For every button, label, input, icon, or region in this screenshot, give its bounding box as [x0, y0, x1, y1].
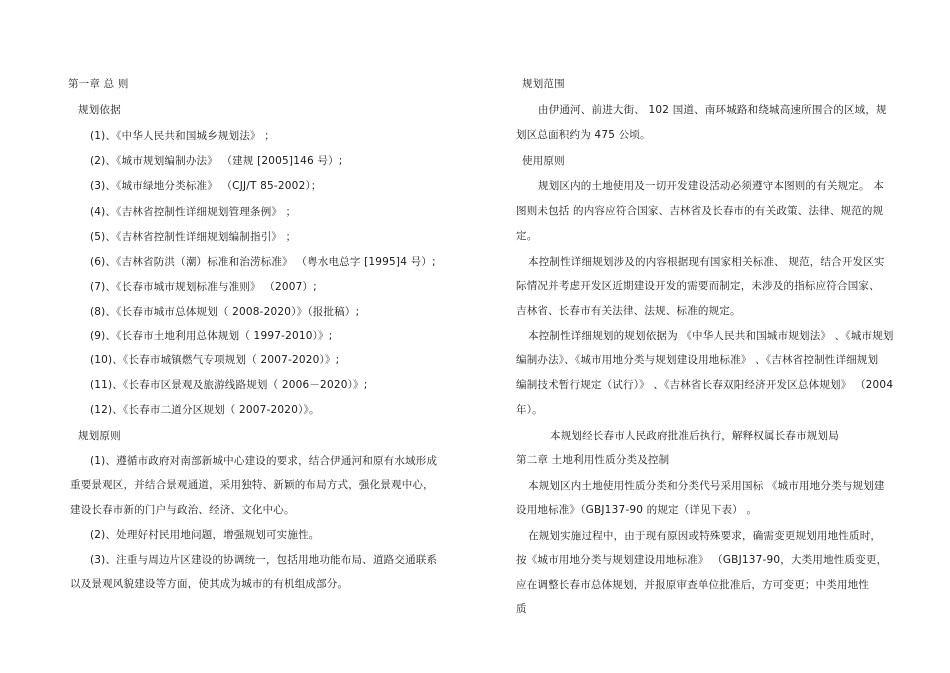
body-line: 设用地标准》（GBJ137-90 的规定（详见下表） 。	[516, 504, 758, 516]
basis-item: (9)、《长春市土地利用总体规划（ 1997-2010）》;	[90, 330, 333, 342]
body-line: 编制办法》、《城市用地分类与规划建设用地标准》 、《吉林省控制性详细规划	[516, 354, 879, 366]
body-line: 定。	[516, 230, 538, 242]
principle-line: 建设长春市新的门户与政治、经济、文化中心。	[70, 504, 295, 516]
body-line: 编制技术暂行规定（试行）》 、《吉林省长春双阳经济开发区总体规划》 （2004	[516, 379, 894, 391]
basis-item: (4)、《吉林省控制性详细规划管理条例》 ；	[90, 206, 297, 218]
basis-item: (7)、《长春市城市规划标准与准则》 （2007）;	[90, 281, 317, 293]
body-line: 由伊通河、前进大街、 102 国道、南环城路和绕城高速所围合的区域，规	[538, 104, 887, 116]
section-heading-basis: 规划依据	[78, 104, 121, 116]
section-heading-usage: 使用原则	[522, 155, 565, 167]
body-line: 质	[516, 603, 527, 615]
basis-item: (12)、《长春市二道分区规划（ 2007-2020）》。	[90, 404, 320, 416]
chapter-title: 第一章 总 则	[68, 78, 129, 90]
body-line: 本控制性详细规划涉及的内容根据现有国家相关标准、 规范，结合开发区实	[528, 256, 885, 268]
section-heading-scope: 规划范围	[522, 78, 565, 90]
basis-item: (11)、《长春市区景观及旅游线路规划（ 2006－2020）》;	[90, 379, 368, 391]
body-line: 在规划实施过程中，由于现有原因或特殊要求，确需变更规划用地性质时，	[528, 530, 882, 542]
body-line: 年）。	[516, 404, 543, 416]
principle-line: (2)、处理好村民用地问题，增强规划可实施性。	[90, 529, 320, 541]
basis-item: (1)、《中华人民共和国城乡规划法》 ；	[90, 130, 275, 142]
basis-item: (2)、《城市规划编制办法》 （建规 [2005]146 号）;	[90, 155, 343, 167]
chapter-title-2: 第二章 土地利用性质分类及控制	[516, 454, 670, 466]
body-line: 应在调整长春市总体规划，并报原审查单位批准后，方可变更；中类用地性	[516, 579, 870, 591]
basis-item: (10)、《长春市城镇燃气专项规划（ 2007-2020）》;	[90, 354, 340, 366]
body-line: 按《城市用地分类与规划建设用地标准》 （GBJ137-90，大类用地性质变更，	[516, 554, 888, 566]
body-line: 本控制性详细规划的规划依据为 《中华人民共和国城市规划法》 、《城市规划	[528, 330, 894, 342]
body-line: 际情况并考虑开发区近期建设开发的需要而制定，未涉及的指标应符合国家、	[516, 280, 880, 292]
body-line: 图则未包括 的内容应符合国家、吉林省及长春市的有关政策、法律、规范的规	[516, 205, 884, 217]
basis-item: (6)、《吉林省防洪（潮）标准和治涝标准》 （粤水电总字 [1995]4 号）;	[90, 256, 436, 268]
body-line: 吉林省、长春市有关法律、法规、标准的规定。	[516, 305, 741, 317]
body-line: 本规划区内土地使用性质分类和分类代号采用国标 《城市用地分类与规划建	[528, 480, 885, 492]
principle-line: (1)、遵循市政府对南部新城中心建设的要求，结合伊通河和原有水域形成	[90, 455, 438, 467]
basis-item: (5)、《吉林省控制性详细规划编制指引》 ；	[90, 231, 297, 243]
body-line: 规划区内的土地使用及一切开发建设活动必须遵守本图则的有关规定。 本	[538, 180, 884, 192]
principle-line: 以及景观风貌建设等方面，使其成为城市的有机组成部分。	[70, 578, 349, 590]
basis-item: (3)、《城市绿地分类标准》 （CJJ/T 85-2002）；	[90, 180, 322, 192]
principle-line: (3)、注重与周边片区建设的协调统一，包括用地功能布局、道路交通联系	[90, 554, 438, 566]
principle-line: 重要景观区，并结合景观通道，采用独特、新颖的布局方式，强化景观中心，	[70, 479, 434, 491]
body-line: 本规划经长春市人民政府批准后执行，解释权属长春市规划局	[550, 430, 839, 442]
body-line: 划区总面积约为 475 公顷。	[516, 129, 651, 141]
section-heading-principles: 规划原则	[78, 430, 121, 442]
basis-item: (8)、《长春市城市总体规划（ 2008-2020）》（报批稿）;	[90, 306, 360, 318]
